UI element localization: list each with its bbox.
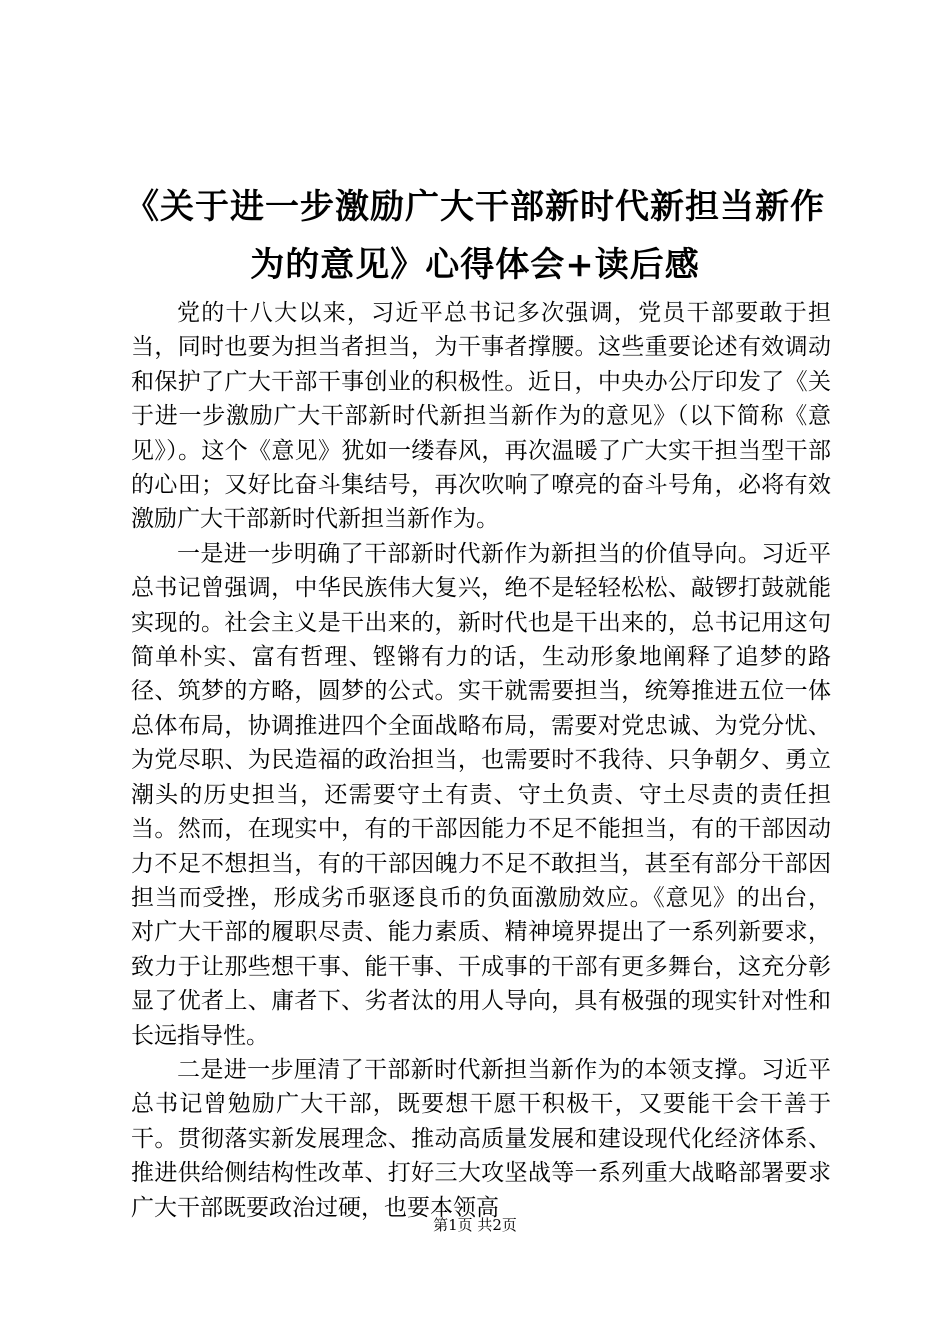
document-title: [110, 178, 840, 294]
paragraph: 二是进一步厘清了干部新时代新担当新作为的本领支撑。习近平总书记曾勉励广大干部，既要想干愿干积极干，又要能干会干善于干。贯彻落实新发展理念、推动高质量发展和建设现代化经济体系、推进供给侧结构性改革、打好三大攻坚战等一系列重大战略部署要求广大干部既要政治过硬，也要本领高: [131, 1056, 831, 1221]
paragraph: 党的十八大以来，习近平总书记多次强调，党员干部要敢于担当，同时也要为担当者担当，为干事者撑腰。这些重要论述有效调动和保护了广大干部干事创业的积极性。近日，中央办公厅印发了《关于进一步激励广大干部新时代新担当新作为的意见》（以下简称《意见》）。这个《意见》犹如一缕春风，再次温暖了广大实干担当型干部的心田；又好比奋斗集结号，再次吹响了嘹亮的奋斗号角，必将有效激励广大干部新时代新担当新作为。: [131, 300, 831, 533]
title-line-1: 《关于进一步激励广大干部新时代新担当新作: [125, 187, 825, 227]
document-body: [131, 296, 831, 1225]
page-number: 第1页 共2页: [433, 1216, 517, 1234]
title-line-2: 为的意见》心得体会+读后感: [250, 245, 700, 285]
page-footer: [0, 1215, 950, 1235]
paragraph: 一是进一步明确了干部新时代新作为新担当的价值导向。习近平总书记曾强调，中华民族伟大复兴，绝不是轻轻松松、敲锣打鼓就能实现的。社会主义是干出来的，新时代也是干出来的，总书记用这句简单朴实、富有哲理、铿锵有力的话，生动形象地阐释了追梦的路径、筑梦的方略，圆梦的公式。实干就需要担当，统筹推进五位一体总体布局，协调推进四个全面战略布局，需要对党忠诚、为党分忧、为党尽职、为民造福的政治担当，也需要时不我待、只争朝夕、勇立潮头的历史担当，还需要守土有责、守土负责、守土尽责的责任担当。然而，在现实中，有的干部因能力不足不能担当，有的干部因动力不足不想担当，有的干部因魄力不足不敢担当，甚至有部分干部因担当而受挫，形成劣币驱逐良币的负面激励效应。《意见》的出台，对广大干部的履职尽责、能力素质、精神境界提出了一系列新要求，致力于让那些想干事、能干事、干成事的干部有更多舞台，这充分彰显了优者上、庸者下、劣者汰的用人导向，具有极强的现实针对性和长远指导性。: [131, 540, 831, 1049]
